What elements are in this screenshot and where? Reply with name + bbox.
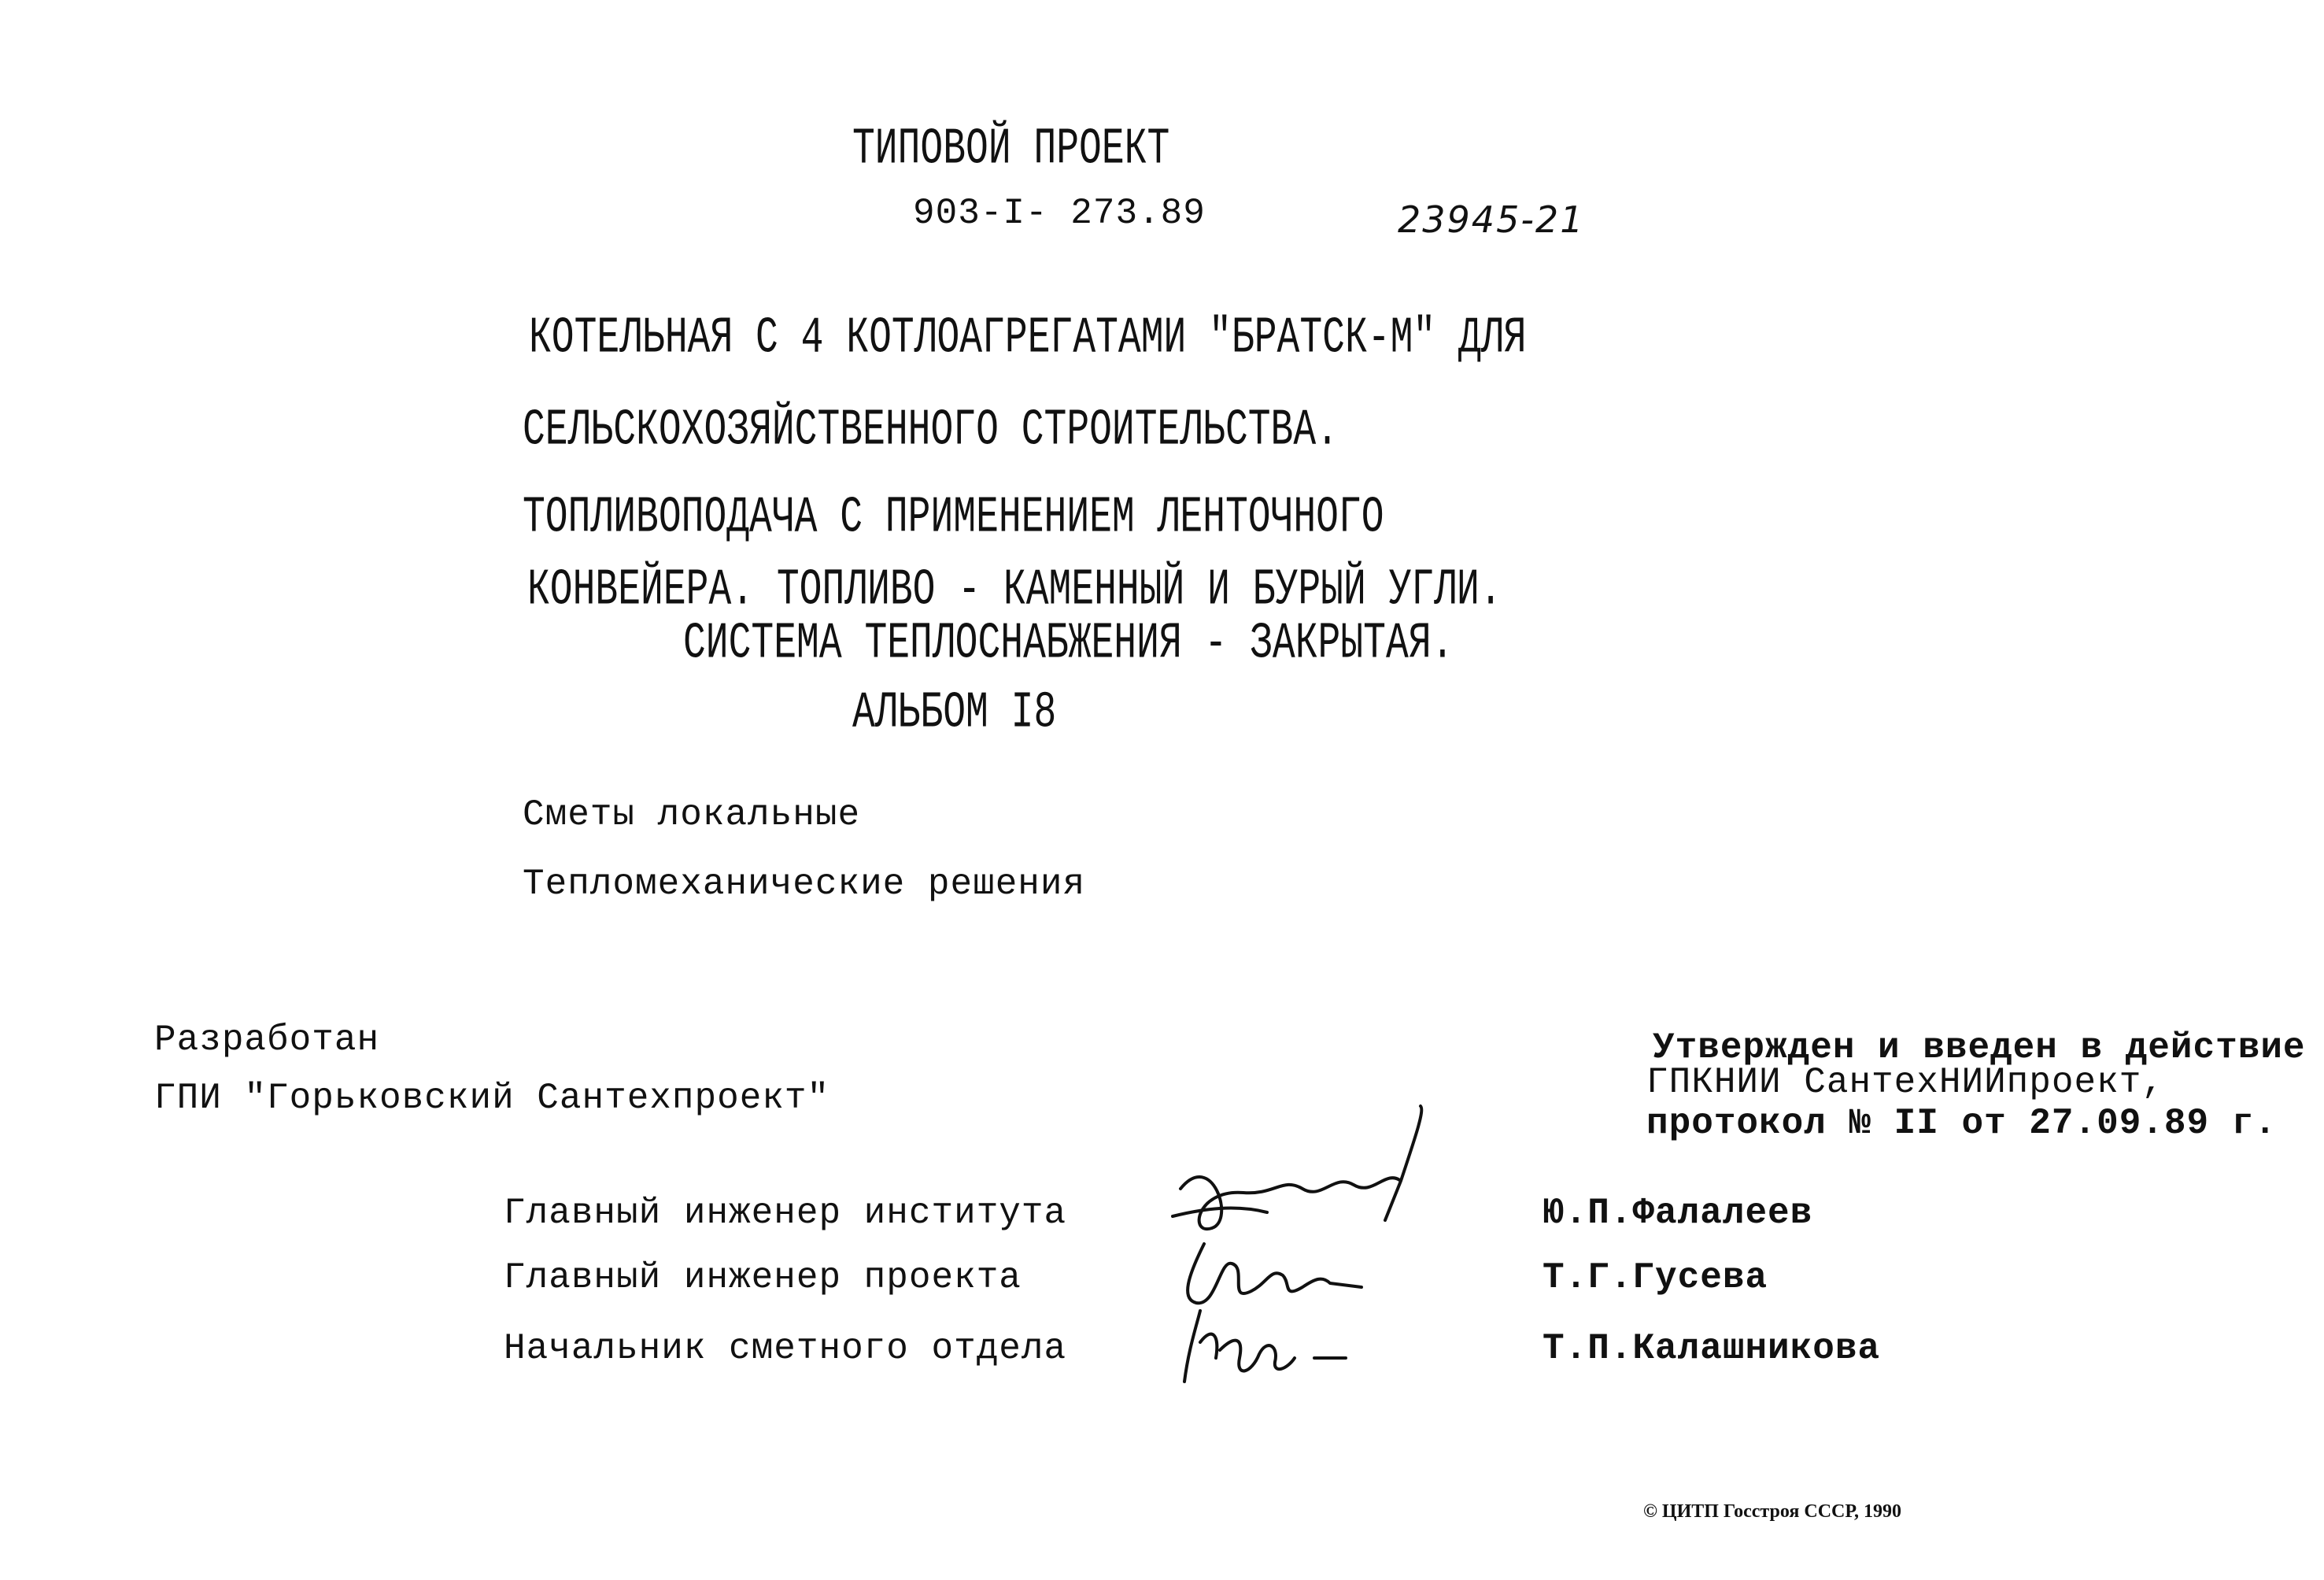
title-line-4: КОНВЕЙЕРА. ТОПЛИВО - КАМЕННЫЙ И БУРЫЙ УГЛИ. <box>527 561 1502 620</box>
signatory-role-3: Начальник сметного отдела <box>504 1328 1067 1369</box>
signature-2 <box>1173 1228 1377 1315</box>
copyright-notice: © ЦИТП Госстроя СССР, 1990 <box>1643 1501 1902 1522</box>
signature-3 <box>1173 1303 1377 1397</box>
project-type-heading: ТИПОВОЙ ПРОЕКТ <box>852 120 1170 179</box>
title-line-3: ТОПЛИВОПОДАЧА С ПРИМЕНЕНИЕМ ЛЕНТОЧНОГО <box>523 489 1384 547</box>
subtitle-line-2: Тепломеханические решения <box>523 864 1086 905</box>
title-line-1: КОТЕЛЬНАЯ С 4 КОТЛОАГРЕГАТАМИ "БРАТСК-М" ДЛЯ <box>529 309 1527 368</box>
subtitle-line-1: Сметы локальные <box>523 794 861 835</box>
album-label: АЛЬБОМ I8 <box>852 684 1057 742</box>
approved-line-1: Утвержден и введен в действие <box>1653 1027 2306 1068</box>
title-line-2: СЕЛЬСКОХОЗЯЙСТВЕННОГО СТРОИТЕЛЬСТВА. <box>523 401 1339 460</box>
approved-line-2: ГПКНИИ СантехНИИпроект, <box>1646 1062 2164 1103</box>
signatory-role-2: Главный инженер проекта <box>504 1257 1022 1298</box>
developed-org: ГПИ "Горьковский Сантехпроект" <box>154 1078 830 1119</box>
inventory-number: 23945-21 <box>1398 198 1585 241</box>
signatory-name-3: Т.П.Калашникова <box>1543 1328 1881 1369</box>
approved-line-3: протокол № II от 27.09.89 г. <box>1646 1103 2277 1144</box>
project-number: 903-I- 273.89 <box>913 193 1206 234</box>
developed-label: Разработан <box>154 1019 380 1060</box>
signatory-role-1: Главный инженер института <box>504 1193 1067 1234</box>
signatory-name-1: Ю.П.Фалалеев <box>1543 1193 1813 1234</box>
title-line-5: СИСТЕМА ТЕПЛОСНАБЖЕНИЯ - ЗАКРЫТАЯ. <box>683 615 1454 673</box>
signatory-name-2: Т.Г.Гусева <box>1543 1257 1768 1298</box>
